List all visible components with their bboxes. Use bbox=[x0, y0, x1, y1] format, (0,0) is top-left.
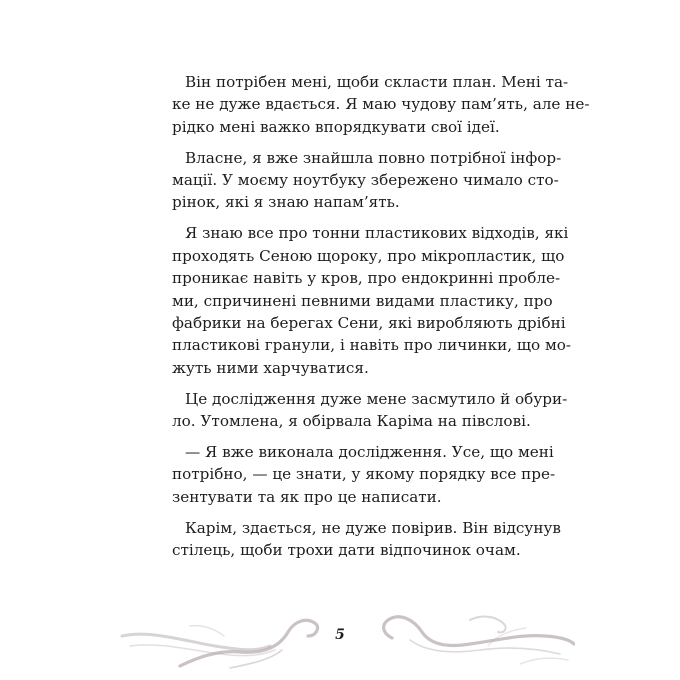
text-line: ло. Утомлена, я обірвала Каріма на півслові. bbox=[172, 411, 531, 430]
paragraph-3 bbox=[172, 222, 572, 379]
text-line: Він потрібен мені, щоби скласти план. Мені та- bbox=[185, 73, 569, 91]
text-line: стілець, щоби трохи дати відпочинок очам. bbox=[172, 540, 521, 559]
paragraph-2 bbox=[172, 147, 562, 214]
page-body-text bbox=[172, 71, 590, 570]
text-line: Власне, я вже знайшла повно потрібної інфор- bbox=[185, 148, 562, 167]
text-line: пластикові гранули, і навіть про личинки, що мо- bbox=[172, 336, 572, 355]
text-line: рідко мені важко впорядкувати свої ідеї. bbox=[172, 117, 500, 136]
paragraph-5 bbox=[172, 441, 556, 508]
swirl-ornament-right-icon bbox=[370, 606, 575, 676]
text-line: жуть ними харчуватися. bbox=[172, 358, 369, 377]
text-line: ке не дуже вдається. Я маю чудову пам’ять, але не- bbox=[172, 95, 590, 114]
text-line: ми, спричинені певними видами пластику, про bbox=[172, 291, 553, 310]
text-line: Я знаю все про тонни пластикових відходів, які bbox=[185, 224, 569, 243]
paragraph-1 bbox=[172, 71, 590, 138]
text-line: проникає навіть у кров, про ендокринні пробле- bbox=[172, 269, 561, 288]
text-line: потрібно, — це знати, у якому порядку все пре- bbox=[172, 465, 556, 484]
paragraph-6 bbox=[172, 517, 561, 562]
swirl-ornament-left-icon bbox=[120, 606, 320, 676]
text-line: мації. У моєму ноутбуку збережено чимало сто- bbox=[172, 171, 559, 190]
text-line: — Я вже виконала дослідження. Усе, що мені bbox=[185, 442, 554, 461]
text-line: Карім, здається, не дуже повірив. Він відсунув bbox=[185, 518, 561, 537]
text-line: рінок, які я знаю напам’ять. bbox=[172, 193, 400, 212]
text-line: Це дослідження дуже мене засмутило й обури- bbox=[185, 389, 568, 408]
text-line: фабрики на берегах Сени, які виробляють дрібні bbox=[172, 313, 566, 332]
text-line: зентувати та як про це написати. bbox=[172, 487, 442, 506]
page-number: 5 bbox=[335, 627, 345, 643]
text-line: проходять Сеною щороку, про мікропластик, що bbox=[172, 246, 565, 265]
paragraph-4 bbox=[172, 388, 568, 433]
